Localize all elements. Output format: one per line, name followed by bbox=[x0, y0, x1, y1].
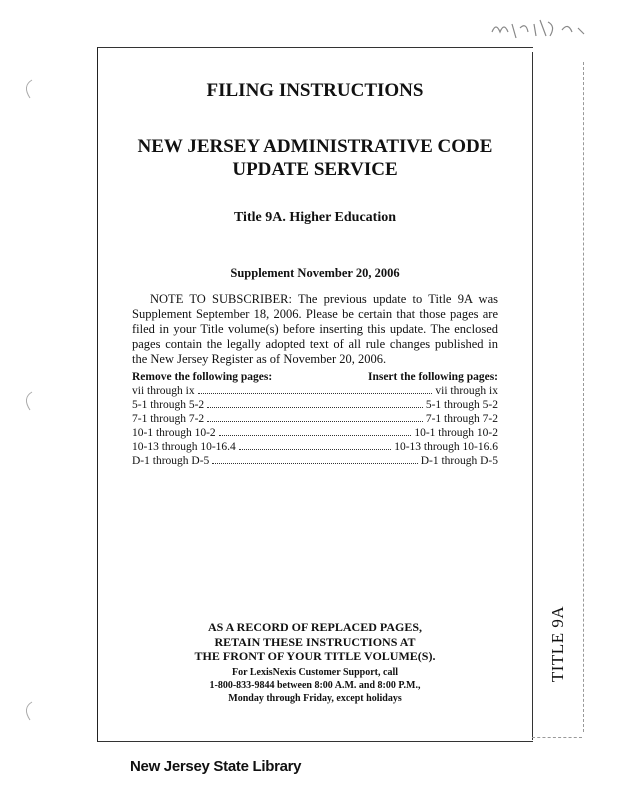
remove-pages: 7-1 through 7-2 bbox=[132, 413, 205, 425]
handwritten-scribble bbox=[488, 10, 598, 44]
code-title: Title 9A. Higher Education bbox=[233, 210, 397, 225]
table-row bbox=[132, 426, 498, 440]
notice-line: AS A RECORD OF REPLACED PAGES, bbox=[207, 620, 423, 634]
notice-line: THE FRONT OF YOUR TITLE VOLUME(S). bbox=[194, 649, 436, 663]
remove-pages: D-1 through D-5 bbox=[132, 455, 210, 467]
table-row bbox=[132, 454, 498, 468]
insert-pages: D-1 through D-5 bbox=[420, 455, 498, 467]
remove-pages: 10-13 through 10-16.4 bbox=[132, 441, 236, 453]
remove-pages: 10-1 through 10-2 bbox=[132, 427, 216, 439]
subscriber-note: NOTE TO SUBSCRIBER: The previous update to Title 9A was Supplement September 18, 2006. Please be certain that those pages are filed in your Title volume(s) before inserting this update. The enclosed pages contain the legally adopted text of all rule changes published in the New Jersey Register as of November 20, 2006. bbox=[132, 292, 498, 366]
insert-header: Insert the following pages: bbox=[367, 371, 498, 383]
strip-dashed-rule bbox=[583, 62, 584, 732]
remove-pages: 5-1 through 5-2 bbox=[132, 399, 205, 411]
table-row bbox=[132, 398, 498, 412]
remove-pages: vii through ix bbox=[132, 385, 195, 397]
insert-pages: 10-1 through 10-2 bbox=[414, 427, 498, 439]
table-row bbox=[132, 440, 498, 454]
support-line: Monday through Friday, except holidays bbox=[228, 693, 402, 704]
table-row bbox=[132, 412, 498, 426]
supplement-date: Supplement November 20, 2006 bbox=[230, 266, 400, 280]
replacement-pages-table bbox=[132, 370, 498, 468]
document-title: FILING INSTRUCTIONS bbox=[206, 80, 424, 101]
subtitle-line: UPDATE SERVICE bbox=[232, 159, 398, 180]
document-subtitle bbox=[105, 135, 525, 181]
insert-pages: 5-1 through 5-2 bbox=[425, 399, 498, 411]
remove-header: Remove the following pages: bbox=[132, 371, 273, 383]
support-line: 1-800-833-9844 between 8:00 A.M. and 8:00 P.M., bbox=[209, 680, 421, 691]
library-stamp: New Jersey State Library bbox=[130, 758, 302, 775]
punch-hole-mark bbox=[20, 78, 36, 100]
punch-hole-mark bbox=[20, 700, 36, 722]
punch-hole-mark bbox=[20, 390, 36, 412]
retain-instructions-notice bbox=[105, 620, 525, 664]
subtitle-line: NEW JERSEY ADMINISTRATIVE CODE bbox=[137, 136, 493, 157]
insert-pages: 10-13 through 10-16.6 bbox=[394, 441, 498, 453]
insert-pages: 7-1 through 7-2 bbox=[425, 413, 498, 425]
table-row bbox=[132, 384, 498, 398]
notice-line: RETAIN THESE INSTRUCTIONS AT bbox=[214, 634, 416, 649]
insert-pages: vii through ix bbox=[435, 385, 498, 397]
strip-bottom-rule bbox=[532, 737, 582, 738]
customer-support-info bbox=[105, 666, 525, 705]
tab-label: TITLE 9A bbox=[548, 605, 568, 683]
support-line: For LexisNexis Customer Support, call bbox=[231, 667, 398, 678]
table-header bbox=[132, 370, 498, 384]
